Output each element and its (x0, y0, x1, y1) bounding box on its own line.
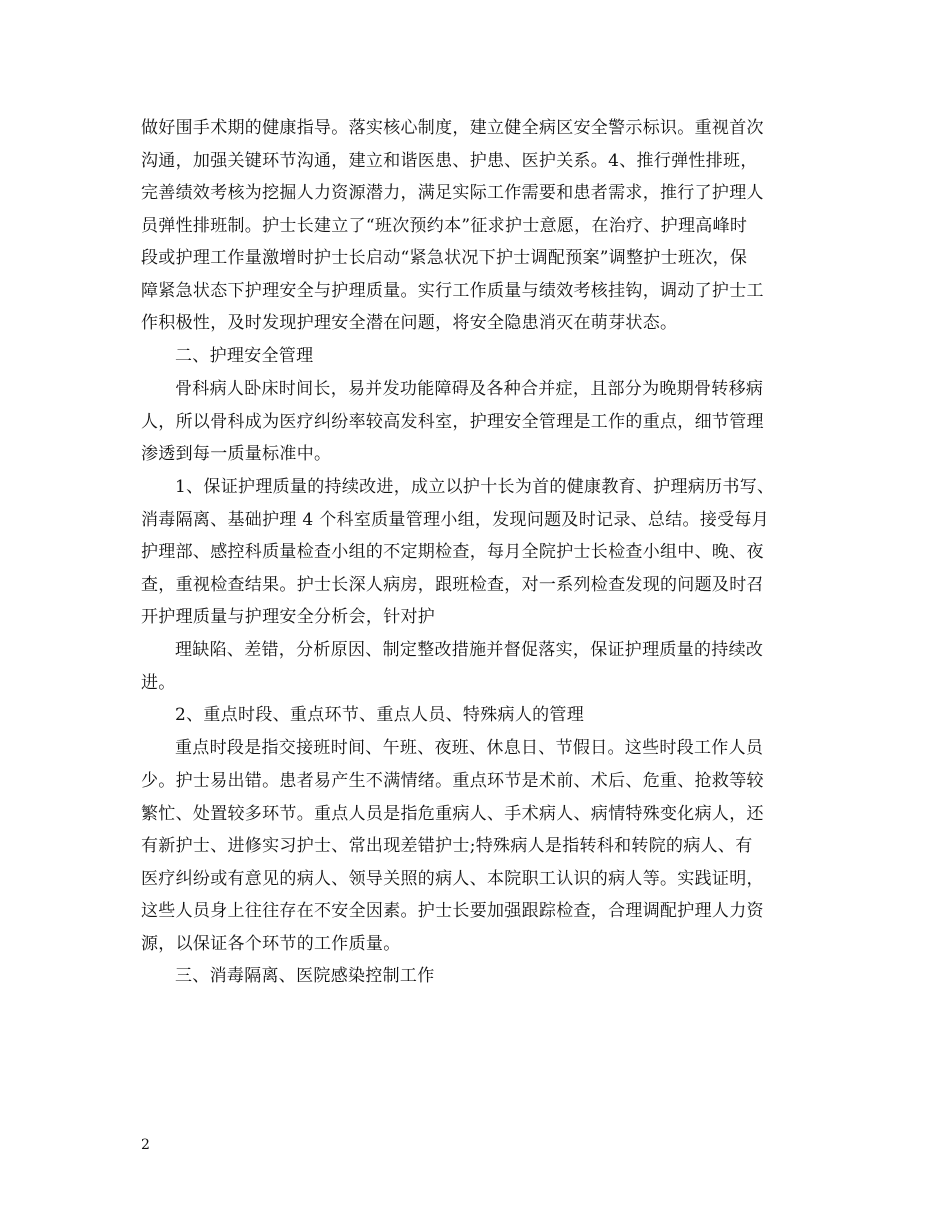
text-line: 沟通，加强关键环节沟通，建立和谐医患、护患、医护关系。4、推行弹性排班， (141, 150, 758, 171)
section-heading: 二、护理安全管理 (175, 345, 314, 366)
text-line: 员弹性排班制。护士长建立了“班次预约本”征求护士意愿，在治疗、护理高峰时 (141, 215, 748, 236)
text-line: 段或护理工作量激增时护士长启动“紧急状况下护士调配预案”调整护士班次，保 (141, 248, 748, 268)
text-line: 渗透到每一质量标准中。 (141, 444, 332, 464)
text-line: 消毒隔离、基础护理 4 个科室质量管理小组，发现问题及时记录、总结。接受每月 (141, 509, 770, 530)
text-line: 障紧急状态下护理安全与护理质量。实行工作质量与绩效考核挂钩，调动了护士工 (141, 280, 764, 301)
paragraph-first-line: 理缺陷、差错，分析原因、制定整改措施并督促落实，保证护理质量的持续改 (175, 639, 764, 660)
text-line: 源，以保证各个环节的工作质量。 (141, 933, 401, 954)
text-line: 有新护士、进修实习护士、常出现差错护士;特殊病人是指转科和转院的病人、有 (141, 836, 753, 856)
text-line: 医疗纠纷或有意见的病人、领导关照的病人、本院职工认识的病人等。实践证明， (141, 868, 764, 889)
page-number: 2 (141, 1137, 150, 1153)
text-line: 这些人员身上往往存在不安全因素。护士长要加强跟踪检查，合理调配护理人力资 (141, 901, 764, 921)
text-line: 开护理质量与护理安全分析会，针对护 (141, 607, 436, 627)
text-line: 查，重视检查结果。护士长深人病房，跟班检查，对一系列检查发现的问题及时召 (141, 574, 764, 595)
paragraph-first-line: 重点时段是指交接班时间、午班、夜班、休息日、节假日。这些时段工作人员 (175, 738, 764, 758)
text-line: 少。护士易出错。患者易产生不满情绪。重点环节是术前、术后、危重、抢救等较 (141, 771, 764, 791)
section-heading: 三、消毒隔离、医院感染控制工作 (175, 966, 435, 986)
subsection-heading: 2、重点时段、重点环节、重点人员、特殊病人的管理 (175, 705, 585, 725)
body-text (141, 112, 815, 993)
text-line: 做好围手术期的健康指导。落实核心制度，建立健全病区安全警示标识。重视首次 (141, 118, 764, 138)
paragraph-first-line: 骨科病人卧床时间长，易并发功能障碍及各种合并症，且部分为晚期骨转移病 (175, 378, 764, 399)
text-line: 人，所以骨科成为医疗纠纷率较高发科室，护理安全管理是工作的重点，细节管理 (141, 411, 764, 432)
paragraph-first-line: 1、保证护理质量的持续改进，成立以护十长为首的健康教育、护理病历书写、 (175, 476, 775, 497)
text-line: 作积极性，及时发现护理安全潜在问题，将安全隐患消灭在萌芽状态。 (141, 313, 678, 333)
text-line: 繁忙、处置较多环节。重点人员是指危重病人、手术病人、病情特殊变化病人，还 (141, 803, 764, 824)
text-line: 进。 (141, 672, 176, 693)
text-line: 完善绩效考核为挖掘人力资源潜力，满足实际工作需要和患者需求，推行了护理人 (141, 183, 764, 203)
text-line: 护理部、感控科质量检查小组的不定期检查，每月全院护士长检查小组中、晚、夜 (141, 542, 764, 562)
